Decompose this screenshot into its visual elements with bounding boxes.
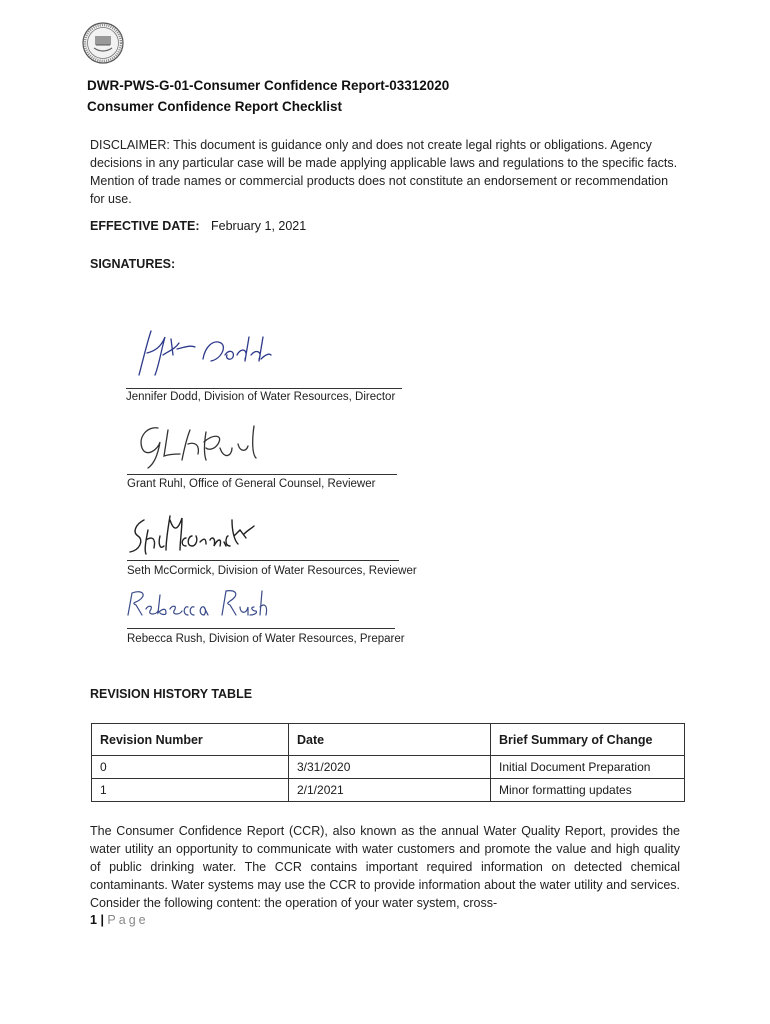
signature-line [127, 474, 397, 475]
document-title: Consumer Confidence Report Checklist [87, 99, 343, 114]
table-cell: 3/31/2020 [289, 756, 491, 779]
revision-history-heading: REVISION HISTORY TABLE [90, 687, 253, 701]
page-number: 1 [90, 913, 97, 927]
state-seal-logo [82, 22, 124, 64]
page-label: Page [107, 913, 149, 927]
table-cell: Minor formatting updates [491, 779, 685, 802]
table-cell: 2/1/2021 [289, 779, 491, 802]
footer-separator: | [100, 913, 104, 927]
column-header-revision-number: Revision Number [92, 724, 289, 756]
title-block [87, 75, 449, 117]
signature-caption-seth-mccormick: Seth McCormick, Division of Water Resources, Reviewer [127, 565, 417, 577]
signature-caption-jennifer-dodd: Jennifer Dodd, Division of Water Resources, Director [126, 391, 396, 403]
effective-date-label: EFFECTIVE DATE: [90, 219, 200, 233]
table-cell: Initial Document Preparation [491, 756, 685, 779]
signature-line [127, 560, 399, 561]
revision-history-table [91, 723, 685, 802]
table-row [92, 779, 685, 802]
signature-jennifer-dodd [125, 325, 275, 380]
table-cell: 0 [92, 756, 289, 779]
signature-rebecca-rush [122, 585, 272, 621]
document-id: DWR-PWS-G-01-Consumer Confidence Report-03312020 [87, 78, 450, 93]
table-header-row [92, 724, 685, 756]
signature-caption-rebecca-rush: Rebecca Rush, Division of Water Resources, Preparer [127, 633, 405, 645]
signature-line [126, 388, 402, 389]
signature-caption-grant-ruhl: Grant Ruhl, Office of General Counsel, Reviewer [127, 478, 376, 490]
signatures-heading: SIGNATURES: [90, 257, 176, 271]
ccr-introduction-paragraph: The Consumer Confidence Report (CCR), also known as the annual Water Quality Report, provides the water utility an opportunity to communicate with water customers and promote the value and high quality of public drinking water. The CCR contains important required information on detected chemical contaminants. Water systems may use the CCR to provide information about the water utility and services. Consider the following content: the operation of your water system, cross- [90, 824, 680, 910]
page-footer [90, 913, 149, 927]
column-header-date: Date [289, 724, 491, 756]
column-header-summary: Brief Summary of Change [491, 724, 685, 756]
table-cell: 1 [92, 779, 289, 802]
effective-date-value: February 1, 2021 [211, 219, 307, 233]
disclaimer-text: DISCLAIMER: This document is guidance only and does not create legal rights or obligations. Agency decisions in any particular case will be made applying applicable laws and regulations to the specific facts. Mention of trade names or commercial products does not constitute an endorsement or recommendation for use. [90, 138, 678, 206]
signature-grant-ruhl [128, 420, 278, 470]
signature-seth-mccormick [126, 510, 256, 558]
signature-line [127, 628, 395, 629]
table-row [92, 756, 685, 779]
